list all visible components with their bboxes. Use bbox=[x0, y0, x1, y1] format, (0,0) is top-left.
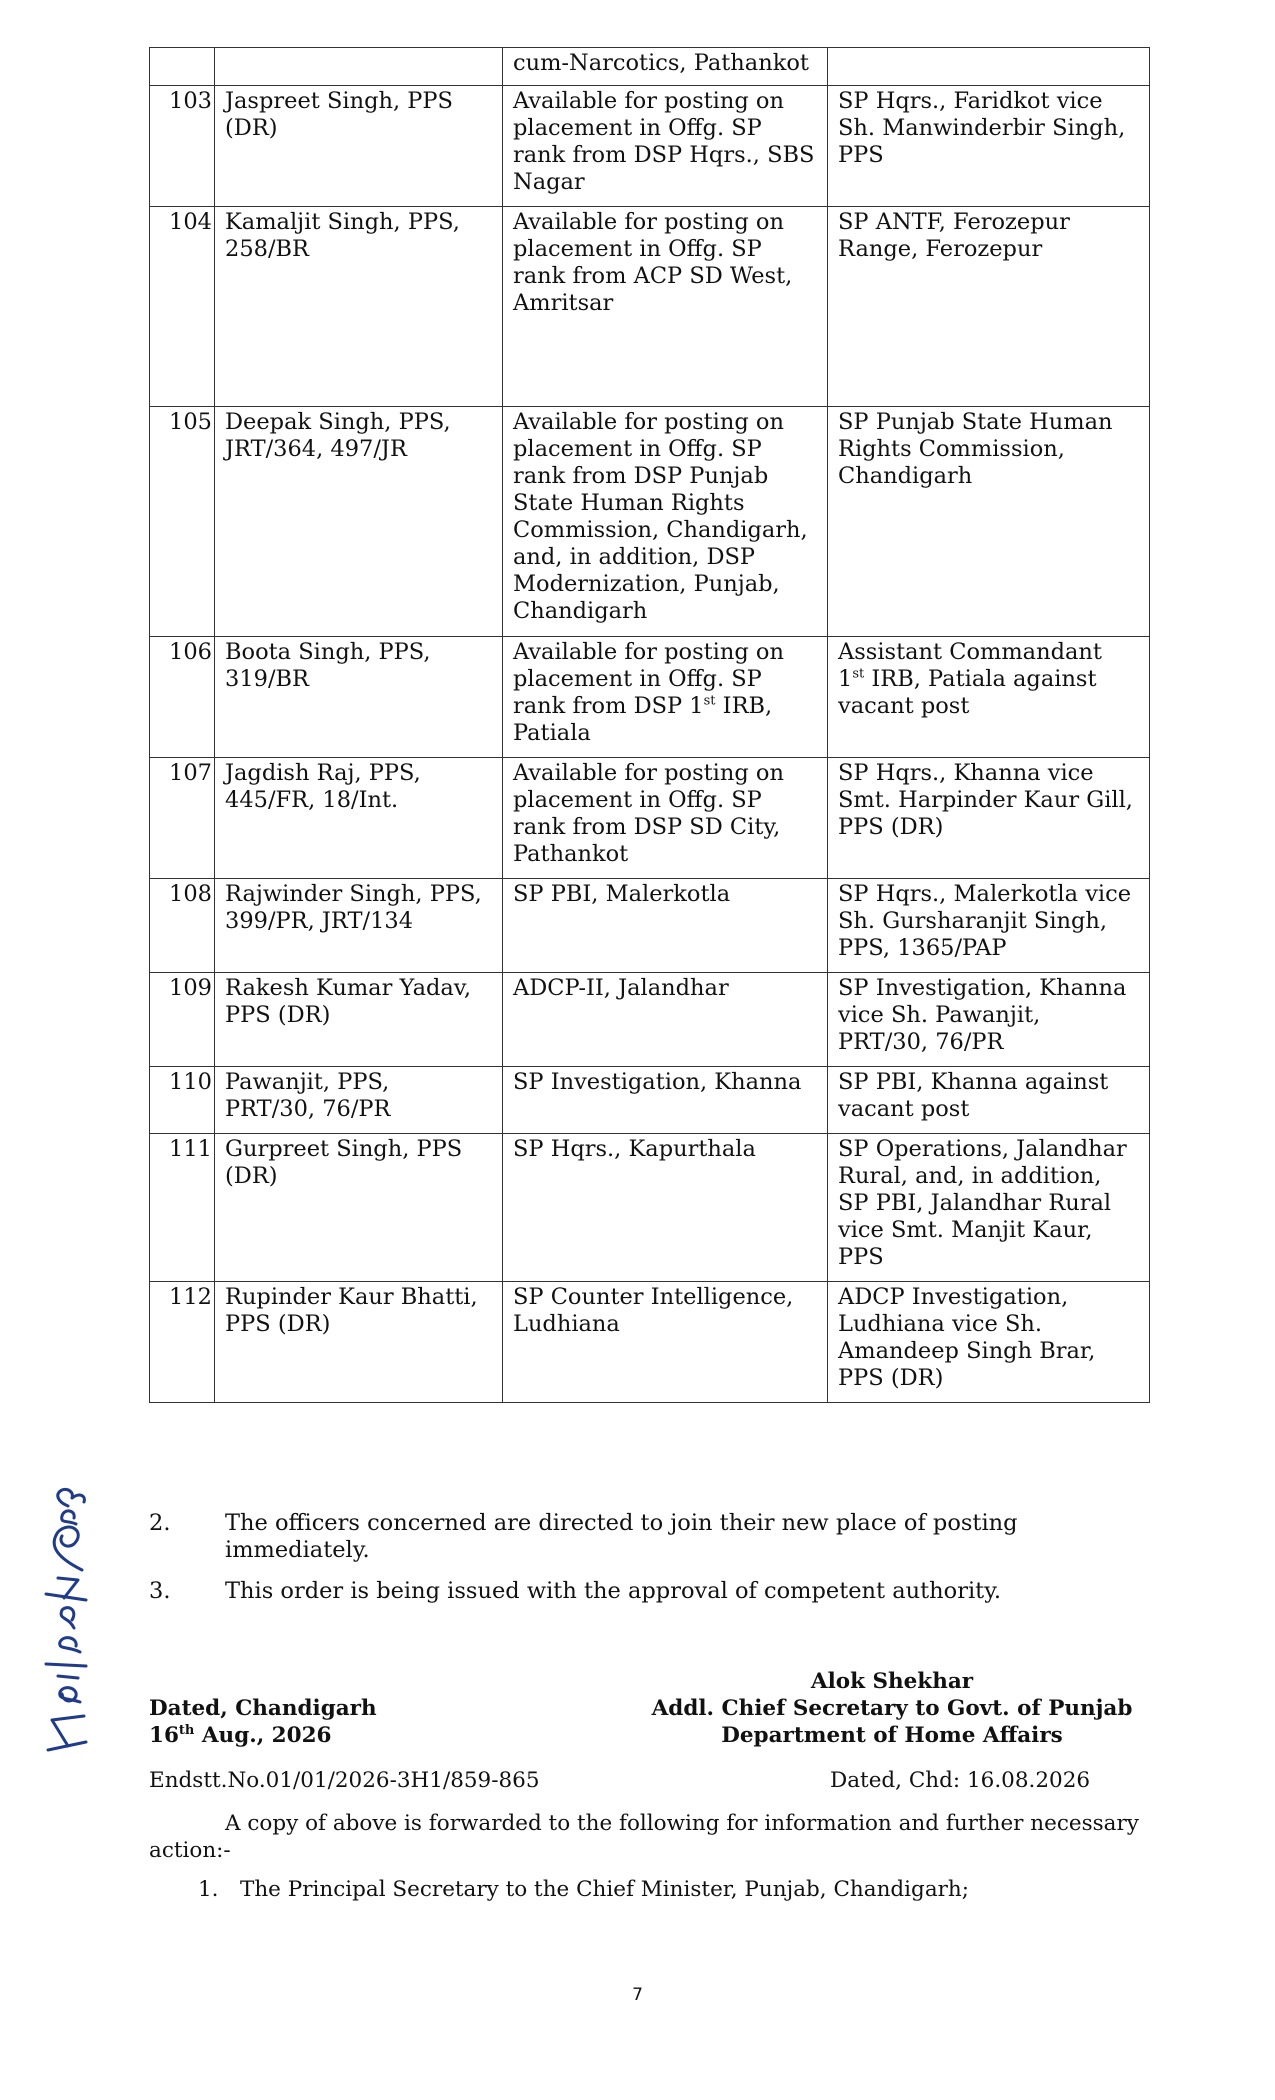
cell-line: (DR) bbox=[225, 1163, 278, 1189]
present-posting-cell bbox=[503, 879, 828, 973]
cell-line: Boota Singh, PPS, bbox=[225, 639, 431, 665]
new-posting-cell bbox=[828, 879, 1150, 973]
officer-name-cell bbox=[215, 1282, 503, 1403]
table-row bbox=[150, 973, 1150, 1067]
cell-line: rank from DSP SD City, bbox=[513, 814, 781, 840]
officer-name-cell bbox=[215, 1067, 503, 1134]
cell-line: Rakesh Kumar Yadav, bbox=[225, 975, 472, 1001]
cell-line: Smt. Harpinder Kaur Gill, bbox=[838, 787, 1133, 813]
officer-name-cell bbox=[215, 879, 503, 973]
cell-line: vice Smt. Manjit Kaur, bbox=[838, 1217, 1093, 1243]
new-posting-cell bbox=[828, 637, 1150, 758]
cell-line: SP PBI, Jalandhar Rural bbox=[838, 1190, 1112, 1216]
cell-line: Pawanjit, PPS, bbox=[225, 1069, 390, 1095]
cell-line: SP Hqrs., Malerkotla vice bbox=[838, 881, 1132, 907]
distribution-item: 1. The Principal Secretary to the Chief Minister, Punjab, Chandigarh; bbox=[198, 1877, 970, 1902]
cell-line: vice Sh. Pawanjit, bbox=[838, 1002, 1041, 1028]
cell-line: rank from DSP 1st IRB, bbox=[513, 693, 773, 719]
paragraph-3 bbox=[149, 1578, 1149, 1605]
cell-line: Modernization, Punjab, bbox=[513, 571, 780, 597]
cell-line: placement in Offg. SP bbox=[513, 787, 762, 813]
cell-line: PRT/30, 76/PR bbox=[225, 1096, 391, 1122]
serial-number-cell: 103 bbox=[150, 86, 215, 207]
cell-line: SP Punjab State Human bbox=[838, 409, 1113, 435]
handwritten-signature bbox=[28, 1480, 98, 1760]
cell-line: SP Hqrs., Faridkot vice bbox=[838, 88, 1103, 114]
serial-number-cell: 106 bbox=[150, 637, 215, 758]
cell-line: SP Counter Intelligence, bbox=[513, 1284, 794, 1310]
cell-line: SP Investigation, Khanna bbox=[838, 975, 1127, 1001]
cell-line: 258/BR bbox=[225, 236, 310, 262]
officer-name-cell bbox=[215, 973, 503, 1067]
table-row bbox=[150, 207, 1150, 407]
cell-line: cum-Narcotics, Pathankot bbox=[513, 50, 809, 76]
serial-number-cell: 111 bbox=[150, 1134, 215, 1282]
cell-line: 1st IRB, Patiala against bbox=[838, 666, 1097, 692]
cell-line: Commission, Chandigarh, bbox=[513, 517, 808, 543]
cell-line: vacant post bbox=[838, 693, 970, 719]
cell-line: Nagar bbox=[513, 169, 585, 195]
cell-line: Available for posting on bbox=[513, 209, 784, 235]
dated-block bbox=[149, 1695, 377, 1749]
cell-line: (DR) bbox=[225, 115, 278, 141]
cell-line: placement in Offg. SP bbox=[513, 436, 762, 462]
present-posting-cell bbox=[503, 86, 828, 207]
new-posting-cell bbox=[828, 1067, 1150, 1134]
cell-line: PRT/30, 76/PR bbox=[838, 1029, 1004, 1055]
signatory-name: Alok Shekhar bbox=[810, 1669, 974, 1694]
cell-line: Rural, and, in addition, bbox=[838, 1163, 1102, 1189]
table-row bbox=[150, 1282, 1150, 1403]
cell-line: Ludhiana vice Sh. bbox=[838, 1311, 1043, 1337]
table-row bbox=[150, 407, 1150, 637]
serial-number-cell: 105 bbox=[150, 407, 215, 637]
present-posting-cell bbox=[503, 758, 828, 879]
cell-line: rank from ACP SD West, bbox=[513, 263, 793, 289]
cell-line: Assistant Commandant bbox=[838, 639, 1102, 665]
cell-line: PPS (DR) bbox=[225, 1311, 331, 1337]
cell-line: Amritsar bbox=[513, 290, 614, 316]
cell-line: Available for posting on bbox=[513, 88, 784, 114]
paragraph-line: The officers concerned are directed to join their new place of posting bbox=[225, 1510, 1018, 1536]
cell-line: Patiala bbox=[513, 720, 591, 746]
present-posting-cell bbox=[503, 407, 828, 637]
officer-name-cell bbox=[215, 637, 503, 758]
cell-line: JRT/364, 497/JR bbox=[225, 436, 407, 462]
cell-line: PPS, 1365/PAP bbox=[838, 935, 1007, 961]
cell-line: Ludhiana bbox=[513, 1311, 620, 1337]
dated-date: 16th Aug., 2026 bbox=[149, 1722, 332, 1748]
cell-line: Available for posting on bbox=[513, 760, 784, 786]
cell-line: PPS bbox=[838, 1244, 884, 1270]
serial-number-cell: 107 bbox=[150, 758, 215, 879]
new-posting-cell bbox=[828, 1282, 1150, 1403]
cell-line: Sh. Manwinderbir Singh, bbox=[838, 115, 1126, 141]
endorsement-date: Dated, Chd: 16.08.2026 bbox=[830, 1768, 1091, 1793]
cell-line: vacant post bbox=[838, 1096, 970, 1122]
cell-line: and, in addition, DSP bbox=[513, 544, 756, 570]
cell-line: SP Hqrs., Khanna vice bbox=[838, 760, 1094, 786]
officer-name-cell bbox=[215, 207, 503, 407]
cell-line: 399/PR, JRT/134 bbox=[225, 908, 414, 934]
cell-line: ADCP-II, Jalandhar bbox=[513, 975, 729, 1001]
new-posting-cell bbox=[828, 758, 1150, 879]
cell-line: Sh. Gursharanjit Singh, bbox=[838, 908, 1108, 934]
cell-line: Available for posting on bbox=[513, 639, 784, 665]
cell-line: Pathankot bbox=[513, 841, 629, 867]
table-row bbox=[150, 637, 1150, 758]
new-posting-cell bbox=[828, 407, 1150, 637]
cell-line: Rights Commission, bbox=[838, 436, 1065, 462]
officer-name-cell bbox=[215, 407, 503, 637]
new-posting-cell bbox=[828, 207, 1150, 407]
officer-name-cell bbox=[215, 48, 503, 86]
cell-line: Rajwinder Singh, PPS, bbox=[225, 881, 482, 907]
cell-line: Chandigarh bbox=[513, 598, 648, 624]
forward-text: A copy of above is forwarded to the following for information and further necessary action:- bbox=[149, 1811, 1139, 1863]
cell-line: PPS (DR) bbox=[838, 1365, 944, 1391]
cell-line: placement in Offg. SP bbox=[513, 115, 762, 141]
cell-line: 445/FR, 18/Int. bbox=[225, 787, 399, 813]
cell-line: 319/BR bbox=[225, 666, 310, 692]
table-row bbox=[150, 48, 1150, 86]
officer-name-cell bbox=[215, 1134, 503, 1282]
paragraph-line: immediately. bbox=[225, 1537, 370, 1563]
new-posting-cell bbox=[828, 86, 1150, 207]
officer-name-cell bbox=[215, 758, 503, 879]
paragraph-text: This order is being issued with the approval of competent authority. bbox=[225, 1578, 1002, 1604]
new-posting-cell bbox=[828, 48, 1150, 86]
cell-line: rank from DSP Punjab bbox=[513, 463, 769, 489]
cell-line: placement in Offg. SP bbox=[513, 666, 762, 692]
signatory-block bbox=[650, 1668, 1134, 1749]
cell-line: SP Operations, Jalandhar bbox=[838, 1136, 1127, 1162]
cell-line: State Human Rights bbox=[513, 490, 745, 516]
table-row bbox=[150, 1067, 1150, 1134]
posting-table-body bbox=[150, 48, 1150, 1403]
cell-line: Jaspreet Singh, PPS bbox=[225, 88, 453, 114]
serial-number-cell: 109 bbox=[150, 973, 215, 1067]
serial-number-cell: 108 bbox=[150, 879, 215, 973]
serial-number-cell: 110 bbox=[150, 1067, 215, 1134]
cell-line: SP ANTF, Ferozepur bbox=[838, 209, 1070, 235]
endorsement-number: Endstt.No.01/01/2026-3H1/859-865 bbox=[149, 1768, 540, 1793]
dated-place: Dated, Chandigarh bbox=[149, 1696, 377, 1721]
cell-line: Available for posting on bbox=[513, 409, 784, 435]
cell-line: Jagdish Raj, PPS, bbox=[225, 760, 421, 786]
cell-line: Rupinder Kaur Bhatti, bbox=[225, 1284, 478, 1310]
present-posting-cell bbox=[503, 637, 828, 758]
present-posting-cell bbox=[503, 207, 828, 407]
cell-line: Gurpreet Singh, PPS bbox=[225, 1136, 463, 1162]
signatory-department: Department of Home Affairs bbox=[721, 1723, 1063, 1748]
serial-number-cell: 112 bbox=[150, 1282, 215, 1403]
present-posting-cell bbox=[503, 1067, 828, 1134]
serial-number-cell bbox=[150, 48, 215, 86]
cell-line: SP Hqrs., Kapurthala bbox=[513, 1136, 756, 1162]
present-posting-cell bbox=[503, 1282, 828, 1403]
paragraph-number: 2. bbox=[149, 1510, 171, 1536]
cell-line: rank from DSP Hqrs., SBS bbox=[513, 142, 815, 168]
present-posting-cell bbox=[503, 973, 828, 1067]
cell-line: PPS bbox=[838, 142, 884, 168]
cell-line: Range, Ferozepur bbox=[838, 236, 1043, 262]
new-posting-cell bbox=[828, 973, 1150, 1067]
table-row bbox=[150, 1134, 1150, 1282]
posting-table bbox=[149, 47, 1150, 1403]
signatory-designation: Addl. Chief Secretary to Govt. of Punjab bbox=[651, 1696, 1133, 1721]
page-number: 7 bbox=[632, 1985, 643, 2005]
new-posting-cell bbox=[828, 1134, 1150, 1282]
cell-line: Chandigarh bbox=[838, 463, 973, 489]
cell-line: SP PBI, Malerkotla bbox=[513, 881, 731, 907]
paragraph-number: 3. bbox=[149, 1578, 171, 1604]
cell-line: SP Investigation, Khanna bbox=[513, 1069, 802, 1095]
cell-line: placement in Offg. SP bbox=[513, 236, 762, 262]
cell-line: Deepak Singh, PPS, bbox=[225, 409, 451, 435]
cell-line: Amandeep Singh Brar, bbox=[838, 1338, 1096, 1364]
cell-line: Kamaljit Singh, PPS, bbox=[225, 209, 460, 235]
serial-number-cell: 104 bbox=[150, 207, 215, 407]
paragraph-2 bbox=[149, 1510, 1149, 1564]
officer-name-cell bbox=[215, 86, 503, 207]
present-posting-cell bbox=[503, 48, 828, 86]
table-row bbox=[150, 879, 1150, 973]
present-posting-cell bbox=[503, 1134, 828, 1282]
cell-line: PPS (DR) bbox=[225, 1002, 331, 1028]
table-row bbox=[150, 86, 1150, 207]
cell-line: ADCP Investigation, bbox=[838, 1284, 1069, 1310]
cell-line: SP PBI, Khanna against bbox=[838, 1069, 1109, 1095]
cell-line: PPS (DR) bbox=[838, 814, 944, 840]
table-row bbox=[150, 758, 1150, 879]
